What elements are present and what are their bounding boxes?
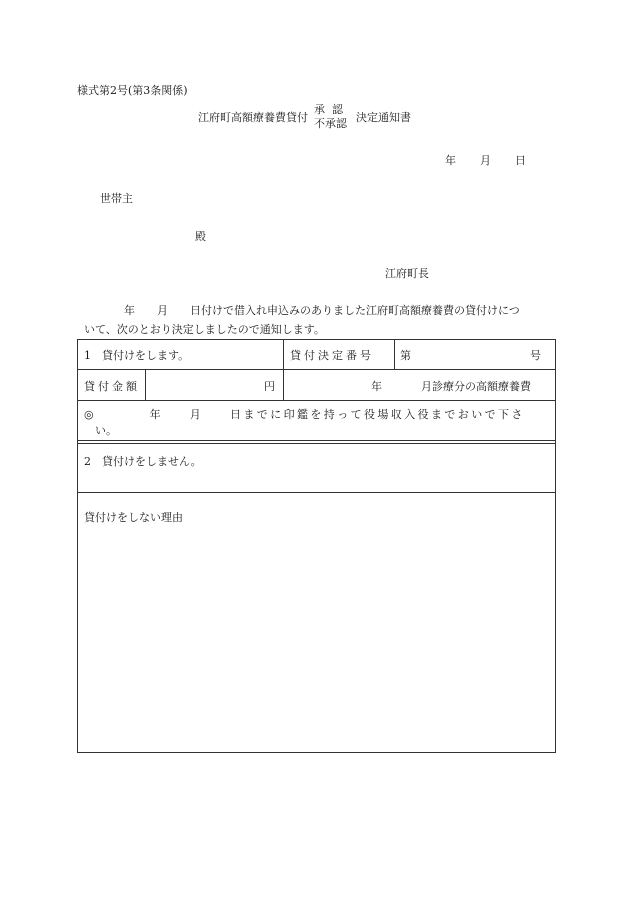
title-main: 江府町高額療養費貸付 [198, 110, 308, 124]
body-text-line-2: いて、次のとおり決定しましたので通知します。 [84, 323, 325, 336]
table-rule [78, 400, 555, 401]
issuer-mayor: 江府町長 [385, 267, 429, 280]
title-choice-stack [314, 103, 350, 131]
table-divider [145, 370, 146, 400]
household-head-label: 世帯主 [100, 192, 133, 205]
honorific: 殿 [195, 230, 206, 243]
table-divider [394, 340, 395, 370]
choice-reject: 不承認 [314, 117, 347, 130]
table-rule [78, 440, 555, 441]
decision-number-prefix: 第 [400, 349, 411, 362]
body-text-line-1: 年 月 日付けで借入れ申込みのありました江府町高額療養費の貸付けにつ [124, 304, 520, 317]
decision-table [77, 339, 556, 753]
date-month-label: 月 [480, 154, 491, 167]
date-day-label: 日 [515, 154, 526, 167]
treatment-year-label: 年 [371, 380, 382, 393]
table-rule [78, 492, 555, 493]
decision-reject-text: 2 貸付けをしません。 [84, 455, 202, 468]
treatment-month-text: 月診療分の高額療養費 [421, 380, 531, 393]
table-rule [78, 369, 555, 370]
loan-amount-label: 貸付金額 [84, 380, 140, 393]
form-number: 様式第2号(第3条関係) [77, 84, 188, 97]
reject-reason-label: 貸付けをしない理由 [84, 511, 183, 524]
amount-unit-yen: 円 [264, 380, 275, 393]
visit-instruction-line-1: ◎ 年 月 日までに印鑑を持って役場収入役までおいで下さ [84, 408, 525, 421]
visit-instruction-line-2: い。 [95, 424, 117, 437]
table-divider [283, 340, 284, 400]
table-rule [78, 443, 555, 444]
date-line [445, 155, 526, 166]
decision-number-suffix: 号 [530, 349, 541, 362]
title-end: 決定通知書 [356, 110, 411, 124]
decision-approve-text: 1 貸付けをします。 [84, 349, 190, 362]
decision-number-label: 貸付決定番号 [290, 349, 374, 362]
document-title [198, 103, 411, 131]
date-year-label: 年 [445, 154, 456, 167]
choice-approve: 承認 [314, 103, 350, 116]
